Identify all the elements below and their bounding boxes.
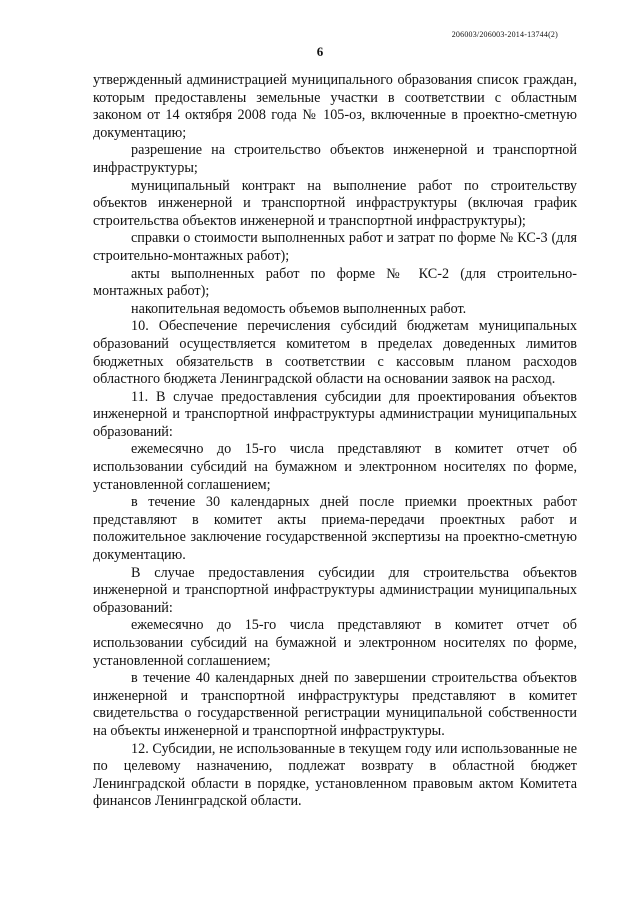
paragraph-clause-11-construction: В случае предоставления субсидии для строительства объектов инженерной и транспортной инфраструктуры администрации муниципальных образований: [93,564,577,616]
paragraph-list-item-3: муниципальный контракт на выполнение работ по строительству объектов инженерной и транспортной инфраструктуры (включая график строительства объектов инженерной и транспортной инфраструктуры); [93,177,577,229]
paragraph-clause-11-30-days: в течение 30 календарных дней после приемки проектных работ представляют в комитет акты приема-передачи проектных работ и положительное заключение государственной экспертизы на проектно-сметную документацию. [93,494,577,564]
document-number: 206003/206003-2014-13744(2) [451,30,558,39]
page-number: 6 [316,44,324,59]
paragraph-list-item-2: разрешение на строительство объектов инженерной и транспортной инфраструктуры; [93,142,577,176]
paragraph-list-item-5: акты выполненных работ по форме № КС-2 (для строительно-монтажных работ); [93,265,577,300]
paragraph-list-item-6: накопительная ведомость объемов выполненных работ. [131,300,467,317]
paragraph-clause-11-monthly: ежемесячно до 15-го числа представляют в комитет отчет об использовании субсидий на бумажном и электронном носителях по форме, установленной соглашением; [93,441,577,493]
paragraph-clause-12: 12. Субсидии, не использованные в текущем году или использованные не по целевому назначению, подлежат возврату в областной бюджет Ленинградской области в порядке, установленном правовым актом Комитета финансов Ленинградской области. [93,740,577,810]
paragraph-clause-11-construction-monthly: ежемесячно до 15-го числа представляют в комитет отчет об использовании субсидий на бумажной и электронном носителях по форме, установленной соглашением; [93,617,577,669]
paragraph-list-item-1: утвержденный администрацией муниципального образования список граждан, которым предоставлены земельные участки в соответствии с областным законом от 14 октября 2008 года № 105-оз, включенные в проектно-сметную документацию; [93,72,577,141]
document-body [93,72,577,811]
paragraph-list-item-4: справки о стоимости выполненных работ и затрат по форме № КС-3 (для строительно-монтажных работ); [93,230,577,264]
paragraph-clause-11: 11. В случае предоставления субсидии для проектирования объектов инженерной и транспортной инфраструктуры администрации муниципальных образований: [93,388,577,440]
paragraph-clause-10: 10. Обеспечение перечисления субсидий бюджетам муниципальных образований осуществляется комитетом в пределах доведенных лимитов бюджетных обязательств в соответствии с кассовым планом расходов областного бюджета Ленинградской области на основании заявок на расход. [93,318,577,388]
paragraph-clause-11-40-days: в течение 40 календарных дней по завершении строительства объектов инженерной и транспортной инфраструктуры представляют в комитет свидетельства о государственной регистрации муниципальной собственности на объекты инженерной и транспортной инфраструктуры. [93,670,577,739]
